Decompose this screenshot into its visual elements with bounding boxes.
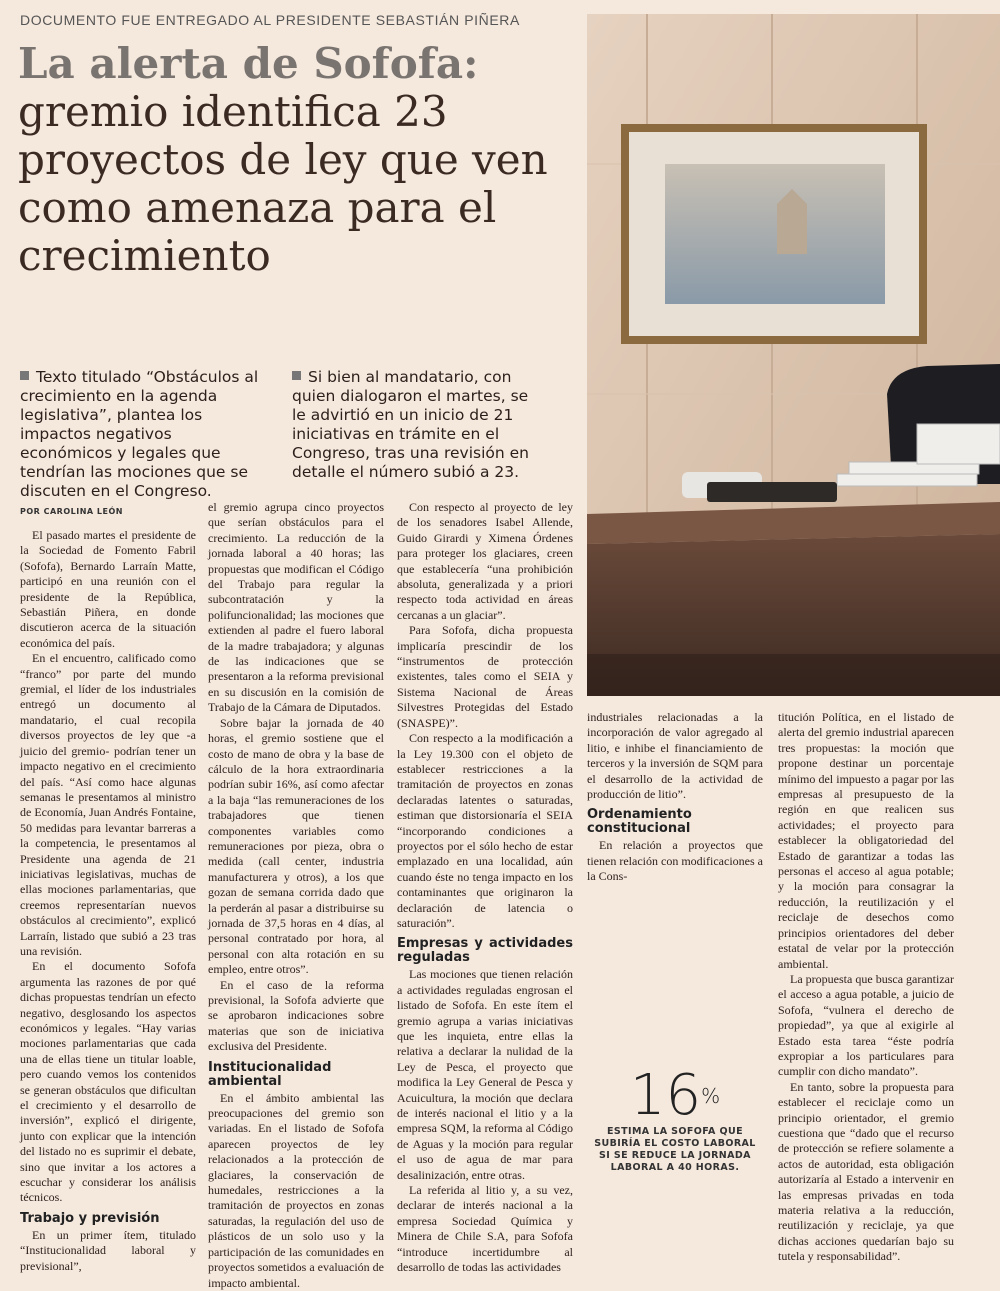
article-kicker: DOCUMENTO FUE ENTREGADO AL PRESIDENTE SEBASTIÁN PIÑERA bbox=[20, 12, 520, 28]
paragraph: Para Sofofa, dicha propuesta implicaría prescindir de los “instrumentos de protección existentes, tales como el SEIA y Sistema Nacional de Áreas Silvestres Protegidas del Estado (SNASPE)”. bbox=[397, 623, 573, 730]
article-column-3 bbox=[397, 500, 573, 1276]
paragraph: industriales relacionadas a la incorporación de valor agregado al litio, e inhibe el financiamiento de terceros y la inversión de SQM para el desarrollo de la actividad de producción de litio”. bbox=[587, 710, 763, 802]
paragraph: La propuesta que busca garantizar el acceso a agua potable, a juicio de Sofofa, “vulnera el derecho de propiedad”, ya que al exigirle al Estado esta tarea “éste podría expropiar a los particulares para cumplir con dicho mandato”. bbox=[778, 971, 954, 1079]
paragraph: el gremio agrupa cinco proyectos que serían obstáculos para el crecimiento. La reducción de la jornada laboral a 40 horas; las propuestas que modifican el Código del Trabajo para regular la subcontratación y la polifuncionalidad; las mociones que extienden al padre el fuero laboral de la madre trabajadora; y algunas de las indicaciones que se presentaron a la reforma previsional en su discusión en la comisión de Trabajo de la Cámara de Diputados. bbox=[208, 500, 384, 715]
bullet-square-icon bbox=[20, 371, 29, 380]
paragraph: titución Política, en el listado de alerta del gremio industrial aparecen tres propuestas: la moción que propone destinar un porcentaje mínimo del impuesto a pagar por las empresas al presupuesto de la región en que realicen sus actividades; el proyecto para establecer la obligatoriedad del Estado de garantizar a todas las personas el acceso al agua potable; y la moción para consagrar la reducción, la reutilización y el reciclaje de desechos como principios orientadores del deber estatal de velar por la protección ambiental. bbox=[778, 710, 954, 971]
summary-text: Texto titulado “Obstáculos al crecimiento en la agenda legislativa”, plantea los impactos negativos económicos y legales que tendrían las mociones que se discuten en el Congreso. bbox=[20, 368, 259, 500]
office-photo-illustration bbox=[587, 14, 1000, 696]
paragraph: En relación a proyectos que tienen relación con modificaciones a la Cons- bbox=[587, 838, 763, 884]
stat-caption: ESTIMA LA SOFOFA QUE SUBIRÍA EL COSTO LABORAL SI SE REDUCE LA JORNADA LABORAL A 40 HORAS. bbox=[594, 1126, 756, 1173]
stat-unit: % bbox=[701, 1084, 721, 1108]
stat-number: 16 bbox=[629, 1063, 702, 1128]
article-column-5 bbox=[778, 710, 954, 1265]
paragraph: Sobre bajar la jornada de 40 horas, el gremio sostiene que el costo de mano de obra y la base de cálculo de la hora extraordinaria podrían subir 16%, así como afectar a la baja “las remuneraciones de los trabajadores que tienen componentes variables como remuneraciones por pieza, obra o medida (call center, industria manufacturera y otros), a los que gozan de semana corrida dado que la perderán al pasar a distribuirse su jornada de 37,5 horas en 4 días, al personal contratado por hora, al personal con alta rotación en su empleo, entre otros”. bbox=[208, 715, 384, 977]
bullet-square-icon bbox=[292, 371, 301, 380]
stat-value bbox=[590, 1063, 760, 1128]
paragraph: En el ámbito ambiental las preocupaciones del gremio son variadas. En el listado de Sofofa aparecen proyectos de ley relacionados a la protección de glaciares, la conservación de humedales, restricciones a la tramitación de proyectos en zonas saturadas, la regulación del uso de plásticos de un solo uso y la participación de las comunidades en proyectos sometidos a evaluación de impacto ambiental. bbox=[208, 1090, 384, 1290]
section-heading: Ordenamiento constitucional bbox=[587, 807, 692, 837]
paragraph: En el documento Sofofa argumenta las razones de por qué dichas propuestas tendrían un efecto negativo, desglosando los aspectos económicos y legales. “Hay varias mociones parlamentarias que cada una de ellas tiene un titular loable, pero cuando vemos los contenidos se generan obstáculos que dificultan el crecimiento y el desarrollo de inversión”, explicó el dirigente, junto con explicar que la intención del listado no es suprimir el debate, sino que invitar a los actores a escuchar y considerar los análisis técnicos. bbox=[20, 959, 196, 1205]
section-heading: Trabajo y previsión bbox=[20, 1210, 160, 1226]
summary-text: Si bien al mandatario, con quien dialogaron el martes, se le advirtió en un inicio de 21 iniciativas en trámite en el Congreso, tras una revisión en detalle el número subió a 23. bbox=[292, 368, 529, 481]
article-headline bbox=[18, 40, 578, 280]
headline-rest: gremio identifica 23 proyectos de ley que ven como amenaza para el crecimiento bbox=[18, 87, 548, 280]
paragraph: En el caso de la reforma previsional, la Sofofa advierte que se aprobaron indicaciones sobre materias que son de iniciativa exclusiva del Presidente. bbox=[208, 977, 384, 1054]
article-column-2 bbox=[208, 500, 384, 1291]
paragraph: Con respecto al proyecto de ley de los senadores Isabel Allende, Guido Girardi y Ximena Órdenes para proteger los glaciares, creen que establecería “una prohibición absoluta, generalizada y a priori respecto toda actividad en áreas cercanas a un glaciar”. bbox=[397, 500, 573, 622]
headline-lead: La alerta de Sofofa: bbox=[18, 39, 479, 88]
paragraph: Con respecto a la modificación a la Ley 19.300 con el objeto de establecer restricciones a la tramitación de proyectos en zonas declaradas latentes o saturadas, estiman que distorsionaría el SEIA “incorporando condiciones a proyectos por el sólo hecho de estar emplazado en una localidad, aún cuando éste no tenga impacto en los contaminantes que originaron la declaración de latencia o saturación”. bbox=[397, 731, 573, 930]
stat-callout bbox=[590, 1063, 760, 1174]
article-column-1 bbox=[20, 528, 196, 1274]
paragraph: En tanto, sobre la propuesta para establecer el reciclaje como un principio orientador, el gremio cuestiona que “dado que el recurso de protección se refiere solamente a actos de autoridad, esta obligación autorizaría al Estado a intervenir en las empresas privadas en toda materia relativa a la reducción, reutilización y reciclaje, ya que dichas acciones quedarían bajo su tutela y responsabilidad”. bbox=[778, 1079, 954, 1264]
paragraph: La referida al litio y, a su vez, declarar de interés nacional a la empresa Sociedad Química y Minera de Chile S.A, para Sofofa “introduce incertidumbre al desarrollo de todas las actividades bbox=[397, 1183, 573, 1275]
paragraph: Las mociones que tienen relación a actividades reguladas engrosan el listado de Sofofa. En este ítem el gremio agrupa a varias iniciativas que les inquieta, entre ellas la relativa a declarar la nulidad de la Ley de Pesca, el proyecto que modifica la Ley General de Pesca y Acuicultura, la moción que declara de interés nacional el litio y a la empresa SQM, la reforma al Código de Aguas y la moción para regular el uso de agua de mar para desalinización, entre otras. bbox=[397, 967, 573, 1182]
article-column-4 bbox=[587, 710, 763, 885]
paragraph: El pasado martes el presidente de la Sociedad de Fomento Fabril (Sofofa), Bernardo Larraín Matte, participó en una reunión con el presidente de la República, Sebastián Piñera, en donde discutieron acerca de la situación económica del país. bbox=[20, 528, 196, 650]
summary-left bbox=[20, 368, 268, 501]
section-heading: Empresas y actividades reguladas bbox=[397, 936, 573, 966]
section-heading: Institucionalidad ambiental bbox=[208, 1059, 332, 1089]
paragraph: En un primer ítem, titulado “Institucionalidad laboral y previsional”, bbox=[20, 1227, 196, 1273]
office-photo bbox=[587, 14, 1000, 696]
paragraph: En el encuentro, calificado como “franco” por parte del mundo gremial, el líder de los industriales entregó un documento al mandatario, el cual recopila diversos proyectos de ley que -a juicio del gremio- podrían tener un impacto negativo en el crecimiento del país. “Así como hace algunas semanas le presentamos al ministro de Economía, Juan Andrés Fontaine, 50 medidas para levantar barreras a la competencia, le presentamos al Presidente una agenda de 21 iniciativas legislativas, muchas de ellas mociones parlamentarias, que creemos representarían nuevos obstáculos al crecimiento”, explicó Larraín, listado que subió a 23 tras una revisión. bbox=[20, 651, 196, 958]
summary-right bbox=[292, 368, 540, 482]
byline: POR CAROLINA LEÓN bbox=[20, 507, 123, 516]
